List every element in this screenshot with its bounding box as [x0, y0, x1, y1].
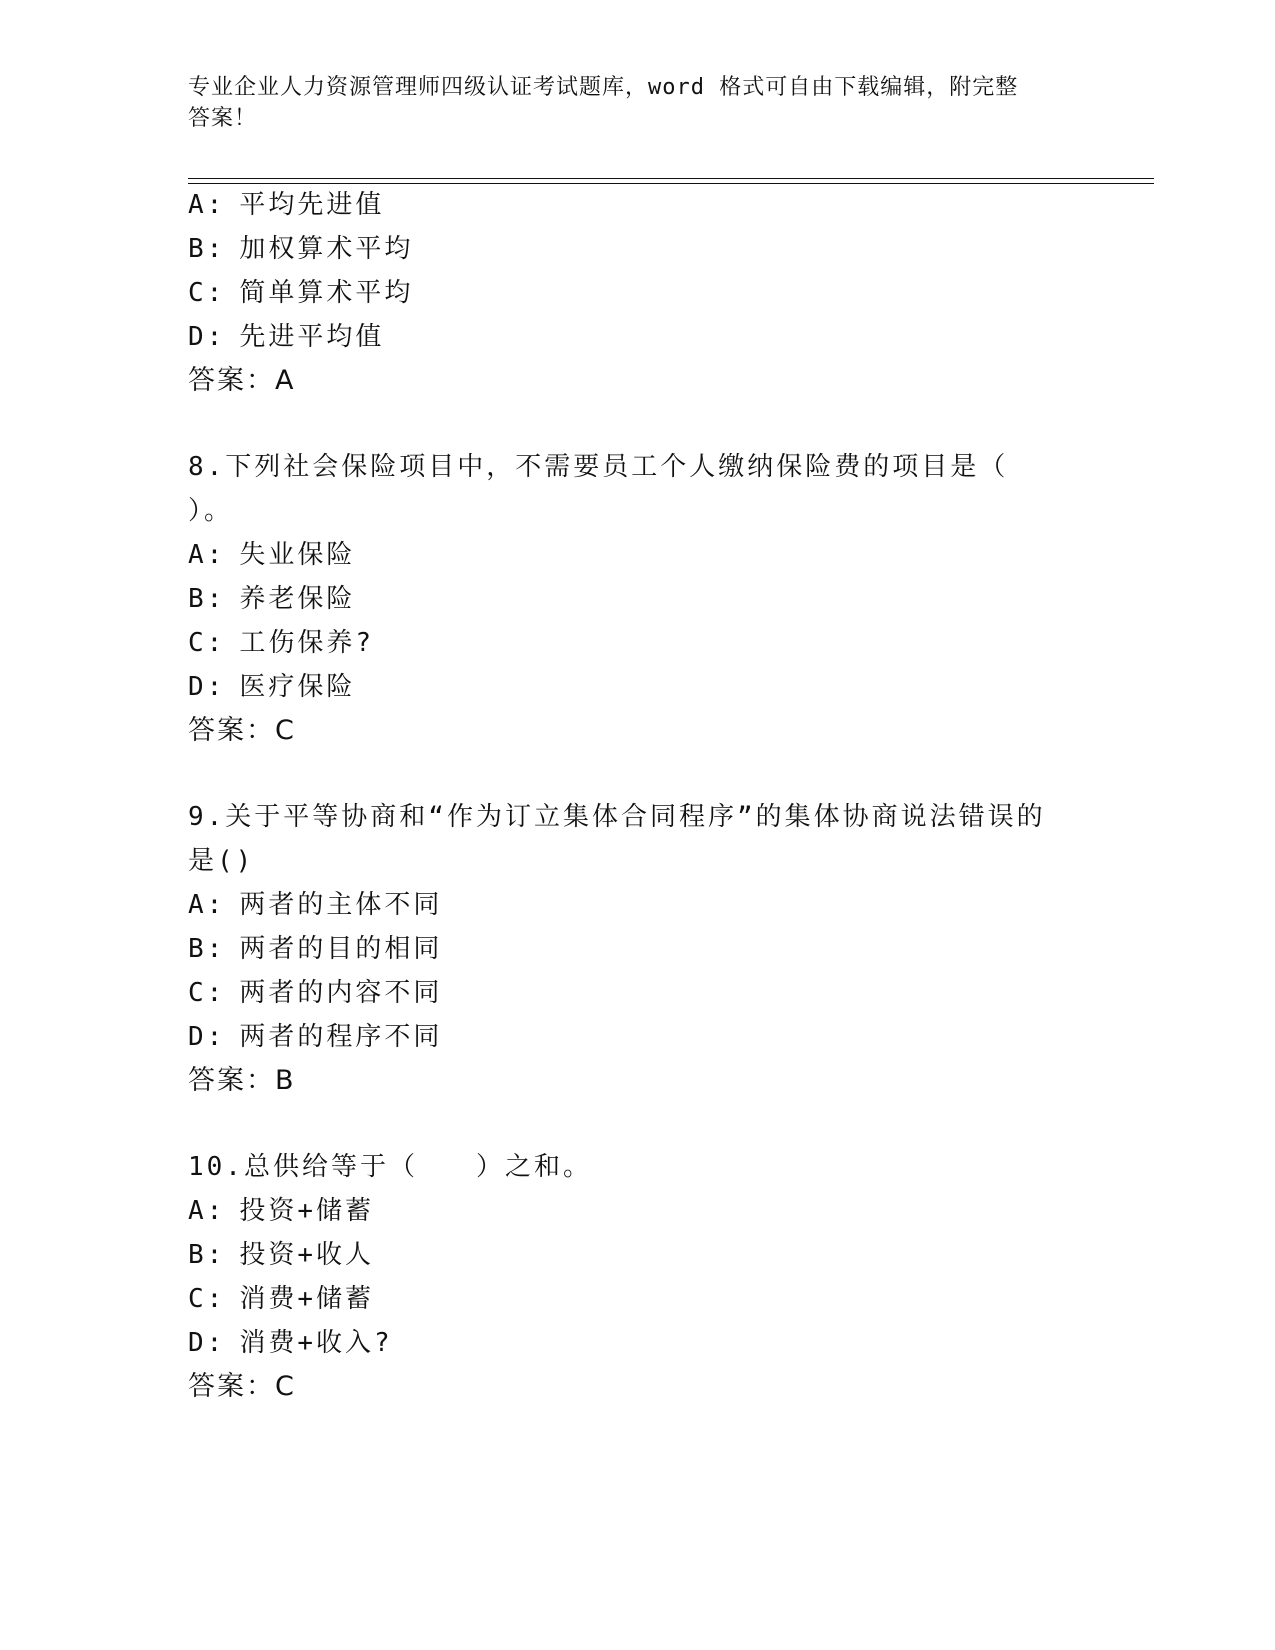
q10-option-a: A: 投资+储蓄 [188, 1196, 374, 1226]
q9-option-b: B: 两者的目的相同 [188, 934, 443, 964]
q7-option-c: C: 简单算术平均 [188, 278, 414, 308]
q10-answer: 答案：C [188, 1371, 296, 1402]
q9-stem-line-2: 是() [188, 846, 255, 876]
q9-option-d: D: 两者的程序不同 [188, 1022, 443, 1052]
header-divider-bottom [188, 183, 1154, 184]
header-line-2: 答案！ [188, 106, 258, 131]
q9-answer: 答案：B [188, 1065, 296, 1096]
q10-stem-line-1: 10.总供给等于（ ）之和。 [188, 1152, 592, 1182]
q7-option-b: B: 加权算术平均 [188, 234, 414, 264]
q8-stem-line-1: 8.下列社会保险项目中，不需要员工个人缴纳保险费的项目是（ [188, 452, 1009, 482]
q7-option-d: D: 先进平均值 [188, 322, 385, 352]
q8-option-c: C: 工伤保养? [188, 628, 374, 658]
q8-stem-line-2: ）。 [188, 496, 234, 526]
document-header [188, 72, 1068, 134]
header-line-1: 专业企业人力资源管理师四级认证考试题库，word 格式可自由下载编辑，附完整 [188, 75, 1019, 100]
q10-option-b: B: 投资+收人 [188, 1240, 374, 1270]
q9-option-c: C: 两者的内容不同 [188, 978, 443, 1008]
q7-answer: 答案：A [188, 365, 296, 396]
q8-option-a: A: 失业保险 [188, 540, 356, 570]
q8-answer: 答案：C [188, 715, 296, 746]
q8-option-b: B: 养老保险 [188, 584, 356, 614]
q10-option-c: C: 消费+储蓄 [188, 1284, 374, 1314]
q9-stem-line-1: 9.关于平等协商和“作为订立集体合同程序”的集体协商说法错误的 [188, 802, 1046, 832]
q10-option-d: D: 消费+收入? [188, 1328, 393, 1358]
q8-option-d: D: 医疗保险 [188, 672, 356, 702]
q9-option-a: A: 两者的主体不同 [188, 890, 443, 920]
q7-option-a: A: 平均先进值 [188, 190, 385, 220]
header-divider-top [188, 178, 1154, 179]
